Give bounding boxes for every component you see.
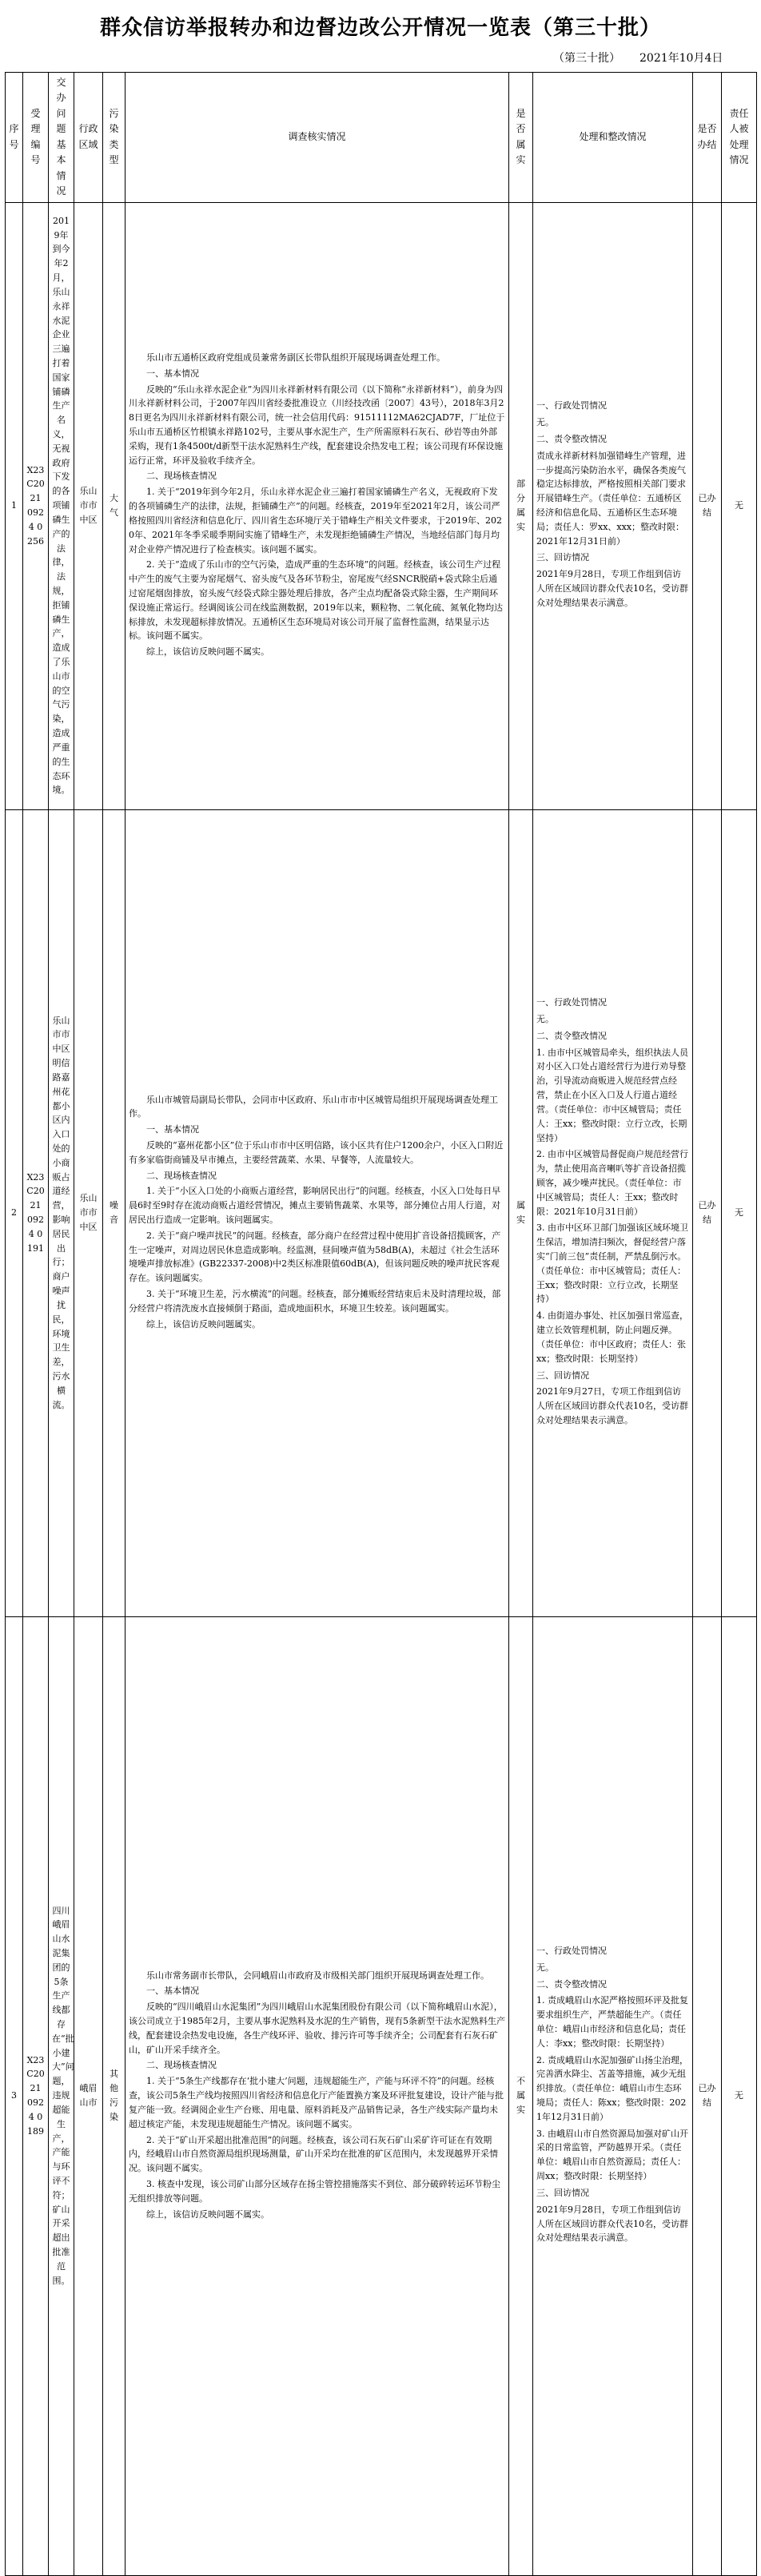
row-true-status: 不属实 xyxy=(509,1616,533,2575)
row-ptype: 噪音 xyxy=(103,809,126,1616)
row-punished: 无 xyxy=(722,1616,757,2575)
header-region: 行政区域 xyxy=(74,73,103,203)
rect-para: 无。 xyxy=(536,417,554,428)
finding-para: 乐山市常务副市长带队，会同峨眉山市政府及市级相关部门组织开展现场调查处理工作。 xyxy=(146,1970,489,1981)
row-closed: 已办结 xyxy=(693,202,722,809)
finding-para: 3. 关于“环境卫生差，污水横流”的问题。经核查，部分摊贩经营结束后未及时清理垃圾，部分经营户将清洗废水直接倾倒于路面，造成地面积水，环境卫生较差。该问题属实。 xyxy=(129,1289,501,1314)
rect-para: 3. 由峨眉山市自然资源局加强对矿山开采的日常监管，严防越界开采。（责任单位：峨眉山市自然资源局；责任人：周xx；整改时限：长期坚持） xyxy=(536,2128,688,2182)
row-problem: 2019年到今年2月，乐山永祥水泥企业三遍打着国家铺磷生产名义，无视政府下发的各项铺磷生产的法律，法规，拒铺磷生产，造成了乐山市的空气污染，造成严重的生态环境。 xyxy=(49,202,74,809)
finding-para: 一、基本情况 xyxy=(146,368,199,379)
rect-para: 4. 由街道办事处、社区加强日常巡查，建立长效管理机制，防止问题反弹。（责任单位：市中区政府；责任人：张xx；整改时限：长期坚持） xyxy=(536,1310,688,1364)
rect-para: 二、责令整改情况 xyxy=(536,433,607,444)
finding-para: 一、基本情况 xyxy=(146,1986,199,1997)
table-header-row xyxy=(6,73,757,203)
row-true-status: 部分属实 xyxy=(509,202,533,809)
row-rectification xyxy=(533,809,693,1616)
header-rectification: 处理和整改情况 xyxy=(533,73,693,203)
header-finding: 调查核实情况 xyxy=(126,73,509,203)
finding-para: 反映的“嘉州花都小区”位于乐山市市中区明信路，该小区共有住户1200余户，小区入口附近有多家临街商铺及早市摊点，主要经营蔬菜、水果、早餐等，人流量较大。 xyxy=(129,1139,504,1165)
rect-para: 2021年9月28日，专项工作组到信访人所在区域回访群众代表10名，受访群众对处理结果表示满意。 xyxy=(536,569,688,608)
rect-para: 三、回访情况 xyxy=(536,1369,589,1381)
finding-para: 一、基本情况 xyxy=(146,1124,199,1135)
table-row xyxy=(6,202,757,809)
rect-para: 无。 xyxy=(536,1962,554,1973)
row-problem: 乐山市市中区明信路嘉州花都小区内入口处的小商贩占道经营，影响居民出行；商户噪声扰民，环境卫生差，污水横流。 xyxy=(49,809,74,1616)
row-ptype: 大气 xyxy=(103,202,126,809)
finding-para: 二、现场核查情况 xyxy=(146,2060,217,2071)
finding-para: 3. 核查中发现，该公司矿山部分区域存在扬尘管控措施落实不到位、部分破碎转运环节粉尘无组织排放等问题。 xyxy=(129,2178,500,2204)
row-finding xyxy=(126,809,509,1616)
table-row xyxy=(6,809,757,1616)
row-closed: 已办结 xyxy=(693,809,722,1616)
page-title: 群众信访举报转办和边督边改公开情况一览表（第三十批） xyxy=(99,16,661,40)
row-code: X23C2021 0924 0191 xyxy=(23,809,49,1616)
row-no: 3 xyxy=(6,1616,23,2575)
rect-para: 1. 责成峨眉山水泥严格按照环评及批复要求组织生产，严禁超能生产。（责任单位：峨眉山市经济和信息化局；责任人：李xx；整改时限：长期坚持） xyxy=(536,1995,688,2049)
rect-para: 二、责令整改情况 xyxy=(536,1978,607,1990)
rect-para: 1. 由市中区城管局牵头，组织执法人员对小区入口处占道经营行为进行劝导整治，引导流动商贩进入规范经营点经营，禁止在小区入口及人行道占道经营。（责任单位：市中区城管局；责任人：王xx；整改时限：立行立改，长期坚持） xyxy=(536,1047,688,1143)
header-closed: 是否办结 xyxy=(693,73,722,203)
rect-para: 2021年9月28日，专项工作组到信访人所在区域回访群众代表10名，受访群众对处理结果表示满意。 xyxy=(536,2204,688,2244)
row-finding xyxy=(126,1616,509,2575)
header-punished: 责任人被处理情况 xyxy=(722,73,757,203)
row-code: X23C2021 0924 0256 xyxy=(23,202,49,809)
finding-para: 二、现场核查情况 xyxy=(146,471,217,482)
row-rectification xyxy=(533,1616,693,2575)
row-finding xyxy=(126,202,509,809)
finding-para: 1. 关于“2019年到今年2月，乐山永祥水泥企业三遍打着国家铺磷生产名义，无视政府下发的各项铺磷生产的法律，法规，拒铺磷生产”的问题。经核查，2019年至2021年2月，该公司严格按照四川省经济和信息化厅、四川省生态环境厅关于错峰生产相关文件要求，于2019年、2020年、2021年冬季采暖季期间实施了错峰生产，未发现拒绝铺磷生产情况，当地经信部门每月均对企业停产情况进行了检查核实。该问题不属实。 xyxy=(129,487,502,555)
finding-para: 2. 关于“商户噪声扰民”的问题。经核查，部分商户在经营过程中使用扩音设备招揽顾客，产生一定噪声，对周边居民休息造成影响。经监测，昼间噪声值为58dB(A)，未超过《社会生活环境噪声排放标准》(GB22337-2008)中2类区标准限值60dB(A)，但该问题反映的噪声扰民客观存在。该问题属实。 xyxy=(129,1230,501,1284)
row-punished: 无 xyxy=(722,202,757,809)
row-closed: 已办结 xyxy=(693,1616,722,2575)
finding-para: 反映的“四川峨眉山水泥集团”为四川峨眉山水泥集团股份有限公司（以下简称峨眉山水泥），该公司成立于1985年2月，主要从事水泥熟料及水泥的生产销售，现有5条新型干法水泥熟料生产线，配套建设余热发电设施，各生产线环评、验收、排污许可等手续齐全；公司配套有石灰石矿山，矿山开采手续齐全。 xyxy=(129,2002,505,2055)
rect-para: 三、回访情况 xyxy=(536,2187,589,2198)
row-code: X23C2021 0924 0189 xyxy=(23,1616,49,2575)
rect-para: 2. 由市中区城管局督促商户规范经营行为，禁止使用高音喇叭等扩音设备招揽顾客，减少噪声扰民。（责任单位：市中区城管局；责任人：王xx；整改时限：2021年10月31日前） xyxy=(536,1149,688,1217)
rect-para: 一、行政处罚情况 xyxy=(536,1945,607,1956)
row-punished: 无 xyxy=(722,809,757,1616)
finding-para: 2. 关于“造成了乐山市的空气污染，造成严重的生态环境”的问题。经核查，该公司生产过程中产生的废气主要为窑尾烟气、窑头废气及各环节粉尘，窑尾废气经SNCR脱硝+袋式除尘后通过窑尾烟囱排放，窑头废气经袋式除尘器处理后排放，各产尘点均配备袋式除尘器，生产期间环保设施正常运行。经调阅该公司在线监测数据，2019年以来，颗粒物、二氧化硫、氮氧化物均达标排放，未发现超标排放情况。五通桥区生态环境局对该公司开展了监督性监测，结果显示达标。该问题不属实。 xyxy=(129,559,503,642)
finding-para: 综上，该信访反映问题属实。 xyxy=(146,1318,261,1330)
batch-label: （第三十批） xyxy=(553,52,620,65)
table-row xyxy=(6,1616,757,2575)
row-problem: 四川峨眉山水泥集团的5条生产线都存在“批小建大”问题，违规超能生产，产能与环评不符；矿山开采超出批准范围。 xyxy=(49,1616,74,2575)
header-true: 是否属实 xyxy=(509,73,533,203)
row-region: 乐山市市中区 xyxy=(74,809,103,1616)
finding-para: 反映的“乐山永祥水泥企业”为四川永祥新材料有限公司（以下简称“永祥新材料”），前身为四川永祥新材料公司，于2007年四川省经委批准设立（川经技改函〔2007〕43号），2018年3月28日更名为四川永祥新材料有限公司，统一社会信用代码：91511112MA62CJAD7F，厂址位于乐山市五通桥区竹根镇永祥路102号，主要从事水泥生产，生产所需原料石灰石、砂岩等由外部采购，现有1条4500t/d新型干法水泥熟料生产线，配套建设余热发电工程；该公司现有环保设施运行正常，环评及验收手续齐全。 xyxy=(129,384,505,466)
finding-para: 1. 关于“5条生产线都存在‘批小建大’问题，违规超能生产，产能与环评不符”的问题。经核查，该公司5条生产线均按照四川省经济和信息化厅产能置换方案及环评批复建设，设计产能与批复产能一致。经调阅企业生产台账、用电量、原料消耗及产品销售记录，各生产线实际产量均未超过核定产能，未发现违规超能生产情况。该问题不属实。 xyxy=(129,2076,504,2129)
header-ptype: 污染类型 xyxy=(103,73,126,203)
rect-para: 一、行政处罚情况 xyxy=(536,400,607,411)
finding-para: 乐山市五通桥区政府党组成员兼常务副区长带队组织开展现场调查处理工作。 xyxy=(146,352,445,363)
finding-para: 2. 关于“矿山开采超出批准范围”的问题。经核查，该公司石灰石矿山采矿许可证在有效期内，经峨眉山市自然资源局组织现场测量，矿山开采均在批准的矿区范围内，未发现越界开采情况。该问题不属实。 xyxy=(129,2134,498,2174)
finding-para: 综上，该信访反映问题不属实。 xyxy=(146,2208,269,2220)
row-no: 2 xyxy=(6,809,23,1616)
rect-para: 3. 由市中区环卫部门加强该区域环境卫生保洁，增加清扫频次，督促经营户落实“门前三包”责任制，严禁乱倒污水。（责任单位：市中区城管局；责任人：王xx；整改时限：立行立改，长期坚持） xyxy=(536,1222,688,1305)
header-problem: 交办问题基本情况 xyxy=(49,73,74,203)
finding-para: 二、现场核查情况 xyxy=(146,1170,217,1181)
header-no: 序号 xyxy=(6,73,23,203)
rect-para: 一、行政处罚情况 xyxy=(536,997,607,1008)
finding-para: 乐山市城管局副局长带队，会同市中区政府、乐山市市中区城管局组织开展现场调查处理工作。 xyxy=(129,1094,498,1119)
batch-text: 第三十批 xyxy=(564,52,609,65)
rect-para: 2. 责成峨眉山水泥加强矿山扬尘治理，完善洒水降尘、苫盖等措施，减少无组织排放。（责任单位：峨眉山市生态环境局；责任人：陈xx；整改时限：2021年12月31日前） xyxy=(536,2054,688,2122)
header-code: 受理编号 xyxy=(23,73,49,203)
rect-para: 2021年9月27日，专项工作组到信访人所在区域回访群众代表10名，受访群众对处理结果表示满意。 xyxy=(536,1386,688,1425)
row-no: 1 xyxy=(6,202,23,809)
rect-para: 三、回访情况 xyxy=(536,552,589,563)
rect-para: 二、责令整改情况 xyxy=(536,1030,607,1041)
rect-para: 责成永祥新材料加强错峰生产管理，进一步提高污染防治水平，确保各类废气稳定达标排放，严格按照相关部门要求开展错峰生产。（责任单位：五通桥区经济和信息化局、五通桥区生态环境局；责任人：罗xx、xxx；整改时限：2021年12月31日前） xyxy=(536,450,686,547)
finding-para: 1. 关于“小区入口处的小商贩占道经营，影响居民出行”的问题。经核查，小区入口处每日早晨6时至9时存在流动商贩占道经营情况，摊点主要销售蔬菜、水果等，部分摊位占用人行道，对居民出行造成一定影响。该问题属实。 xyxy=(129,1186,501,1225)
row-true-status: 属实 xyxy=(509,809,533,1616)
report-table xyxy=(5,72,757,2576)
publish-date: 2021年10月4日 xyxy=(639,52,723,65)
row-rectification xyxy=(533,202,693,809)
row-region: 乐山市市中区 xyxy=(74,202,103,809)
row-ptype: 其他污染 xyxy=(103,1616,126,2575)
rect-para: 无。 xyxy=(536,1014,554,1025)
finding-para: 综上，该信访反映问题不属实。 xyxy=(146,646,269,658)
row-region: 峨眉山市 xyxy=(74,1616,103,2575)
